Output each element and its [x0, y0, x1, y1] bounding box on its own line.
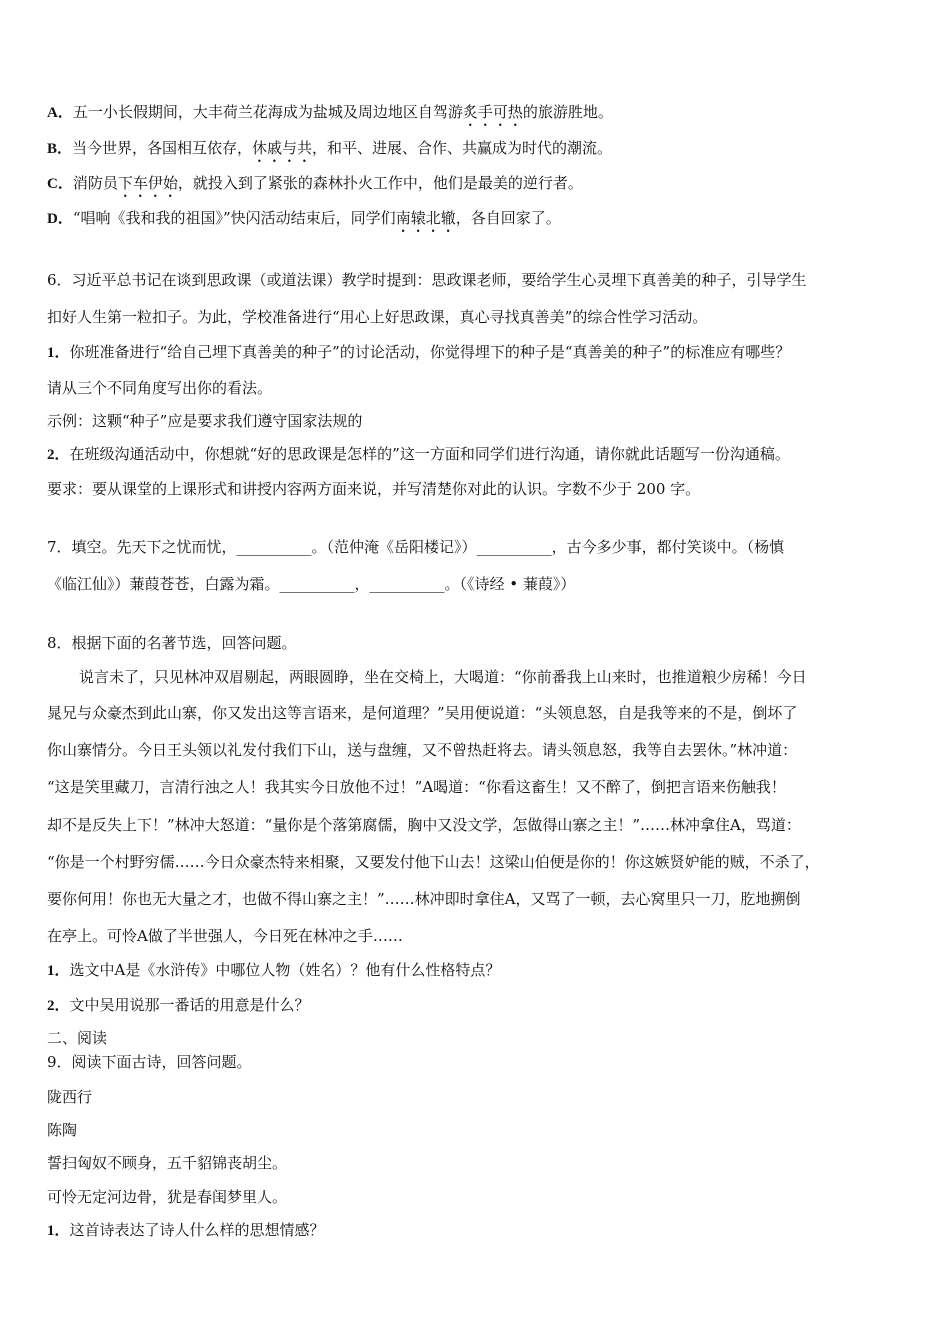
poem-title: 陇西行	[47, 1088, 93, 1106]
q7-text: 。（《诗经 • 蒹葭》）	[444, 575, 576, 593]
option-text: ，就投入到了紧张的森林扑火工作中，他们是最美的逆行者。	[177, 174, 583, 192]
fill-blank[interactable]: __________	[236, 538, 312, 556]
q7-text: 。（范仲淹《岳阳楼记》）	[311, 538, 477, 556]
q9-intro: 9．阅读下面古诗，回答问题。	[47, 1053, 252, 1071]
passage-line: 晁兄与众豪杰到此山寨，你又发出这等言语来，是何道理？”吴用便说道：“头领息怒，自是我等来的不是，倒坏了	[47, 704, 798, 722]
emphasized-phrase: 南辕北辙	[395, 209, 456, 227]
q6-intro-line2: 扣好人生第一粒扣子。为此，学校准备进行“用心上好思政课，真心寻找真善美”的综合性学习活动。	[47, 308, 708, 326]
q7-text: 《临江仙》）蒹葭苍苍，白露为霜。	[47, 575, 280, 593]
option-text: ，各自回家了。	[455, 209, 561, 227]
q8-subquestion-1	[47, 960, 910, 981]
q8-intro: 8．根据下面的名著节选，回答问题。	[47, 634, 297, 652]
option-label: B．	[47, 141, 73, 157]
poem-line-1: 誓扫匈奴不顾身，五千貂锦丧胡尘。	[47, 1154, 288, 1172]
passage-line: 要你何用！你也无大量之才，也做不得山寨之主！”……林冲即时拿住A，又骂了一顿，去心窝里只一刀，肐地搠倒	[47, 890, 801, 908]
subquestion-text: 你班准备进行“给自己埋下真善美的种子”的讨论活动，你觉得埋下的种子是“真善美的种子”的标准应有哪些？	[69, 343, 791, 361]
q7-text: 7．填空。先天下之忧而忧，	[47, 538, 237, 556]
option-d	[47, 208, 910, 236]
option-label: D．	[47, 211, 73, 227]
passage-line: 在亭上。可怜A做了半世强人，今日死在林冲之手……	[47, 927, 403, 945]
passage-line: “你是一个村野穷儒……今日众豪杰特来相聚，又要发付他下山去！这梁山伯便是你的！你这嫉贤妒能的贼，不杀了，	[47, 853, 820, 871]
option-a	[47, 102, 910, 130]
fill-blank[interactable]: __________	[369, 575, 445, 593]
fill-blank[interactable]: __________	[476, 538, 552, 556]
option-text: 的旅游胜地。	[522, 103, 613, 121]
passage-line: 说言未了，只见林冲双眉剔起，两眼圆睁，坐在交椅上，大喝道：“你前番我上山来时，也推道粮少房稀！今日	[79, 668, 807, 686]
subquestion-number: 1．	[47, 1223, 70, 1239]
emphasized-phrase: 休戚与共	[252, 139, 313, 157]
q6-subquestion-1	[47, 342, 910, 363]
option-text: “唱响《我和我的祖国》”快闪活动结束后，同学们	[72, 209, 396, 227]
passage-line: 你山寨情分。今日王头领以礼发付我们下山，送与盘缠，又不曾热赶将去。请头领息怒，我等自去罢休。”林冲道：	[47, 741, 798, 759]
subquestion-number: 1．	[47, 345, 70, 361]
q6-requirements: 要求：要从课堂的上课形式和讲授内容两方面来说，并写清楚你对此的认识。字数不少于 200 字。	[47, 480, 701, 498]
subquestion-text: 文中吴用说那一番话的用意是什么？	[69, 996, 310, 1014]
poem-line-2: 可怜无定河边骨，犹是春闺梦里人。	[47, 1188, 288, 1206]
subquestion-text: 在班级沟通活动中，你想就“好的思政课是怎样的”这一方面和同学们进行沟通，请你就此话题写一份沟通稿。	[69, 445, 790, 463]
option-label: C．	[47, 176, 73, 192]
subquestion-number: 1．	[47, 963, 70, 979]
option-text: 消防员	[72, 174, 118, 192]
option-text: ，和平、进展、合作、共赢成为时代的潮流。	[312, 139, 613, 157]
fill-blank[interactable]: __________	[279, 575, 355, 593]
option-c	[47, 173, 910, 201]
poem-author: 陈陶	[47, 1121, 78, 1139]
q6-subquestion-1-cont: 请从三个不同角度写出你的看法。	[47, 379, 273, 397]
subquestion-number: 2．	[47, 447, 70, 463]
q6-example: 示例：这颗“种子”应是要求我们遵守国家法规的	[47, 412, 363, 430]
q8-subquestion-2	[47, 995, 910, 1016]
subquestion-number: 2．	[47, 998, 70, 1014]
option-label: A．	[47, 105, 73, 121]
option-b	[47, 138, 910, 166]
q7-line1	[47, 537, 910, 557]
passage-line: 却不是反失上下！”林冲大怒道：“量你是个落第腐儒，胸中又没文学，怎做得山寨之主！”……林冲拿住A，骂道：	[47, 816, 801, 834]
passage-line: “这是笑里藏刀，言清行浊之人！我其实今日放他不过！”A喝道：“你看这畜生！又不醉了，倒把言语来伤触我！	[47, 778, 786, 796]
q9-subquestion-1	[47, 1220, 910, 1241]
emphasized-phrase: 下车伊始	[117, 174, 178, 192]
q7-text: ，古今多少事，都付笑谈中。（杨慎	[551, 538, 785, 556]
subquestion-text: 这首诗表达了诗人什么样的思想情感？	[69, 1221, 325, 1239]
q7-text: ，	[354, 575, 370, 593]
q6-intro-line1: 6．习近平总书记在谈到思政课（或道法课）教学时提到：思政课老师，要给学生心灵埋下真善美的种子，引导学生	[47, 271, 807, 289]
q7-line2	[47, 574, 910, 594]
option-text: 当今世界，各国相互依存，	[72, 139, 253, 157]
subquestion-text: 选文中A是《水浒传》中哪位人物（姓名）？他有什么性格特点？	[69, 961, 501, 979]
section-heading: 二、阅读	[47, 1029, 108, 1047]
q6-subquestion-2	[47, 444, 910, 465]
emphasized-phrase: 炙手可热	[462, 103, 523, 121]
option-text: 五一小长假期间，大丰荷兰花海成为盐城及周边地区自驾游	[72, 103, 463, 121]
